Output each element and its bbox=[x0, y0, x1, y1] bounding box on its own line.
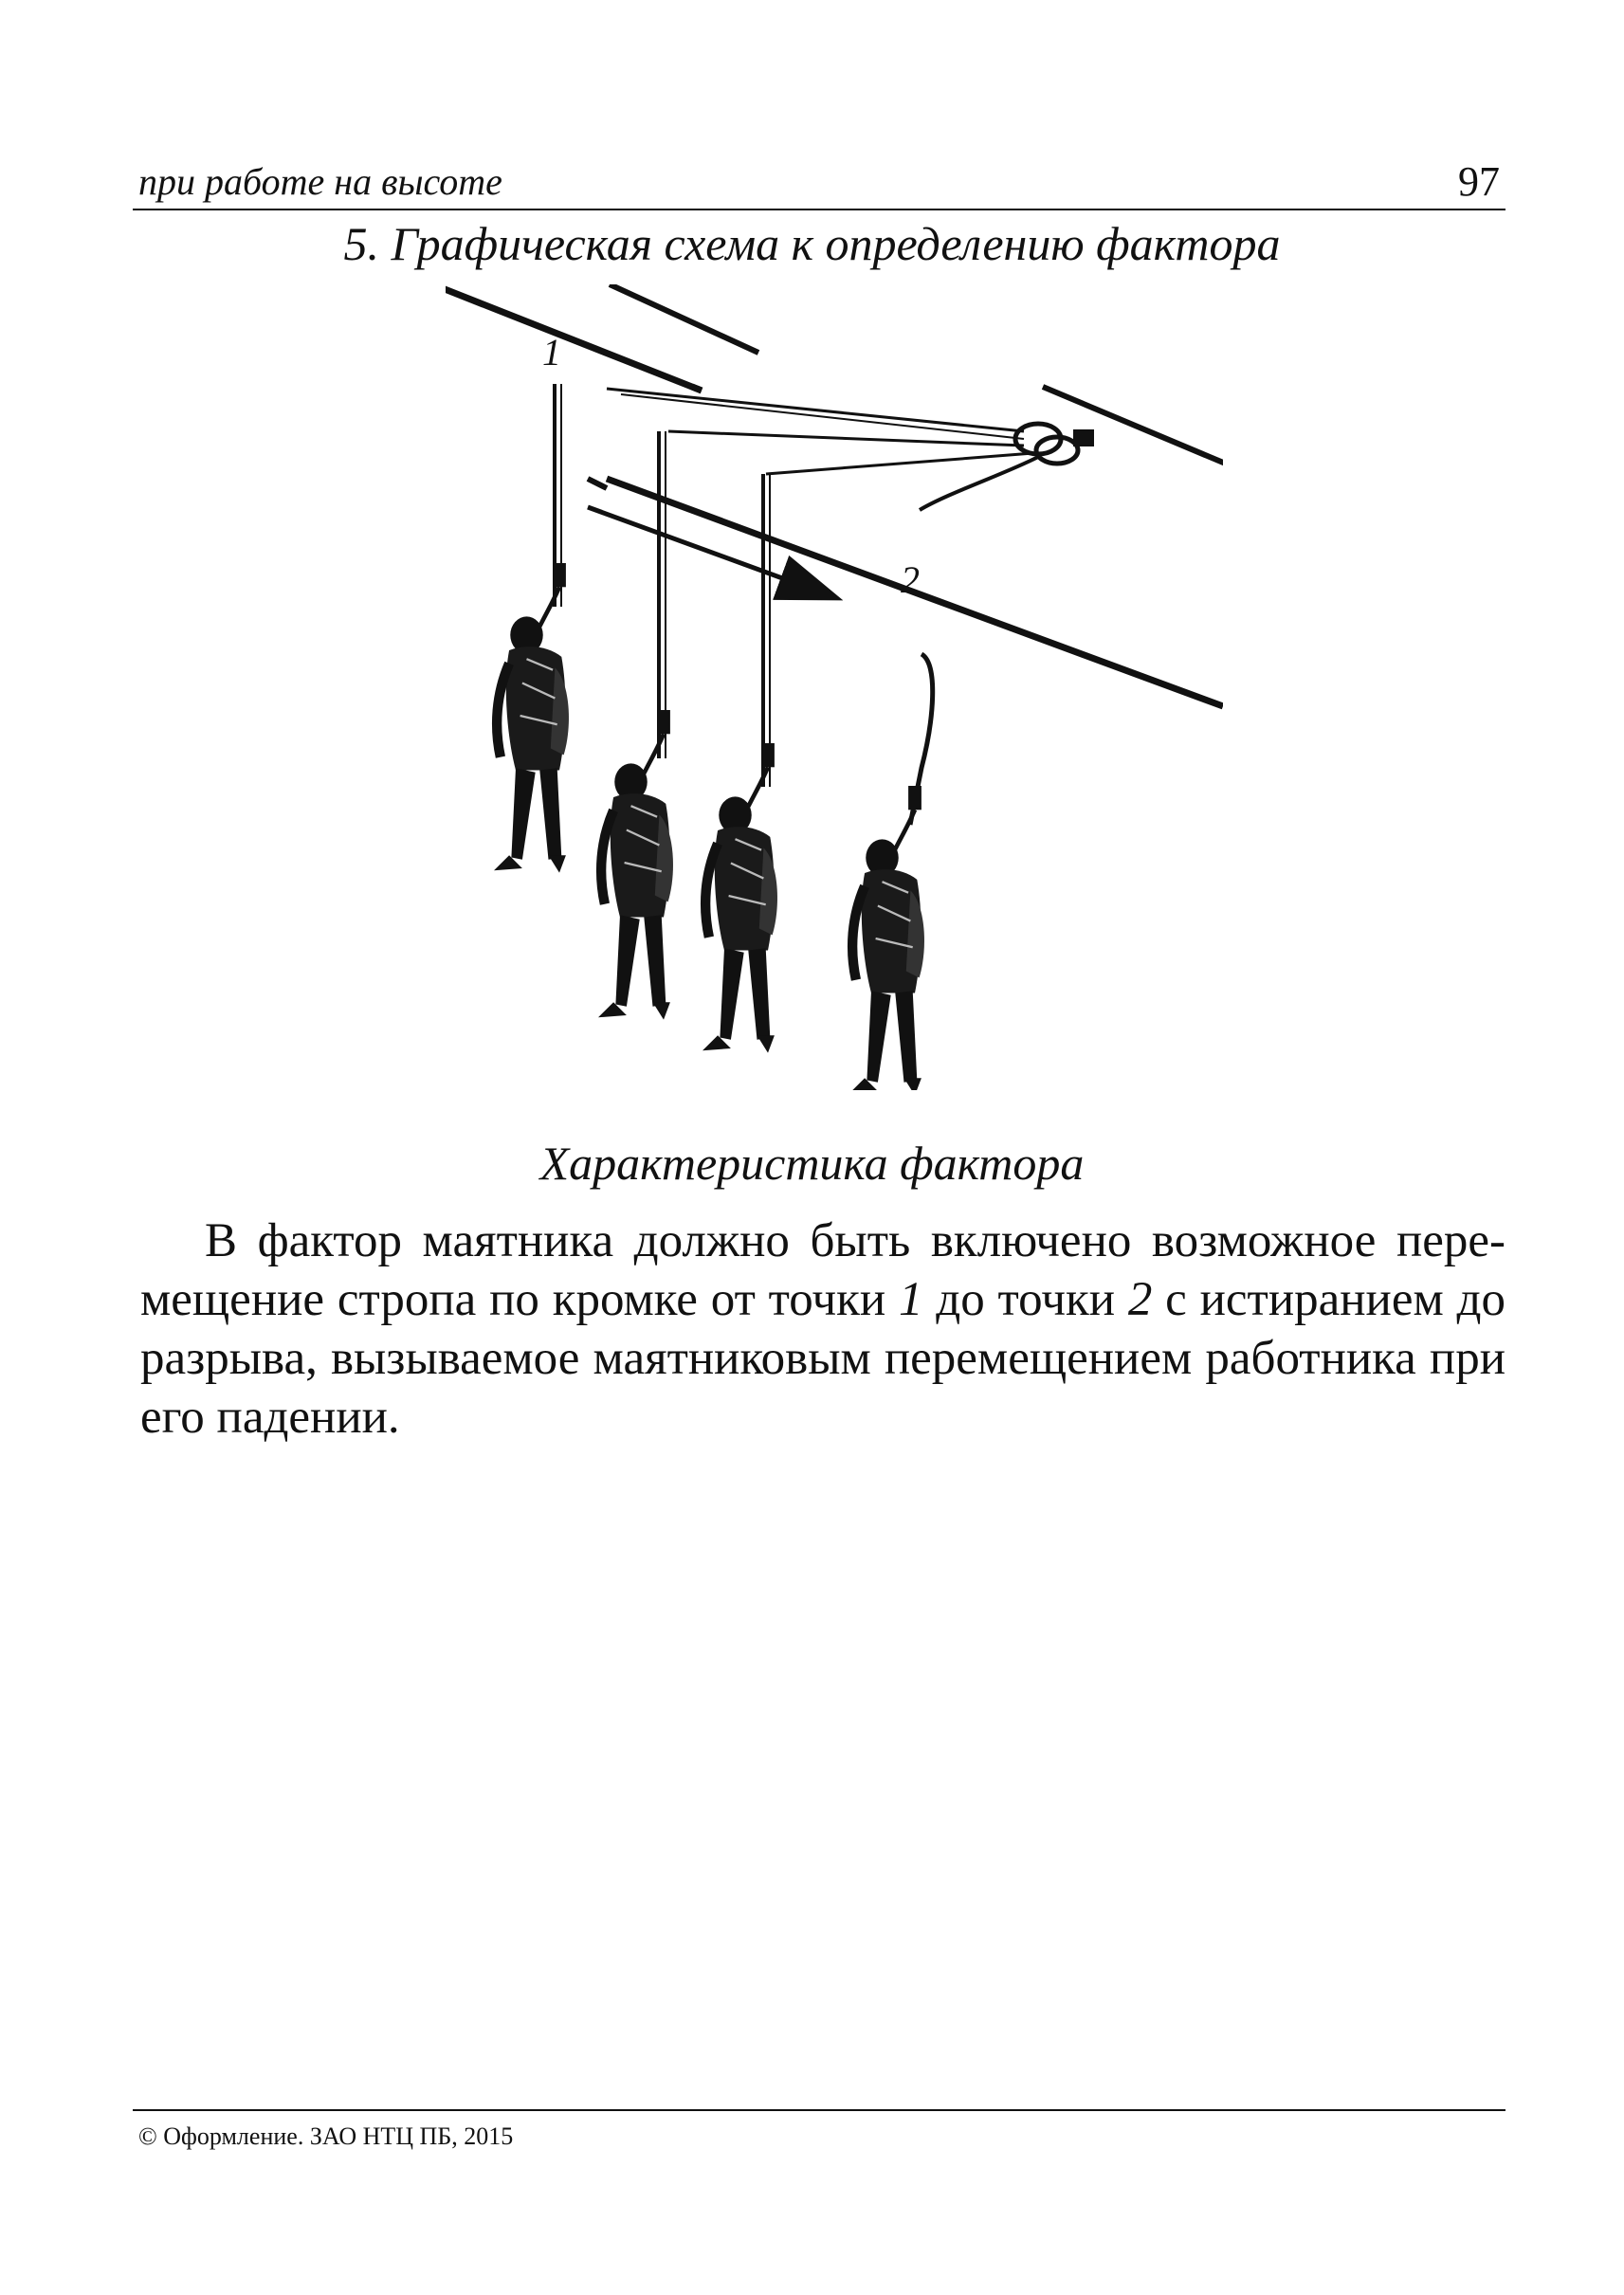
worker-4 bbox=[849, 786, 924, 1090]
page-number: 97 bbox=[1458, 158, 1500, 205]
worker-2 bbox=[598, 710, 673, 1020]
body-line-2: мещение стропа по кромке от точки 1 до точки 2 с истиранием до bbox=[140, 1273, 1505, 1326]
upper-edge-bar bbox=[610, 284, 758, 353]
running-title: при работе на высоте bbox=[138, 160, 502, 203]
body-line-4: его падении. bbox=[140, 1391, 400, 1444]
roof-edge-line-lower bbox=[692, 387, 702, 391]
figure-title: 5. Графическая схема к определению фактора bbox=[343, 217, 1281, 270]
roof-edge-line bbox=[446, 284, 702, 391]
section-heading: Характеристика фактора bbox=[539, 1137, 1085, 1190]
worker-1 bbox=[494, 563, 569, 873]
body-paragraph bbox=[140, 1211, 1505, 1447]
body-line-1: В фактор маятника должно быть включено возможное пере- bbox=[205, 1214, 1505, 1267]
worker-3 bbox=[703, 743, 777, 1053]
page-header bbox=[133, 150, 1505, 210]
pendulum-factor-diagram bbox=[446, 284, 1223, 1090]
point-1-label: 1 bbox=[542, 331, 561, 373]
copyright-notice: © Оформление. ЗАО НТЦ ПБ, 2015 bbox=[138, 2122, 514, 2150]
page-footer bbox=[133, 2109, 1505, 2150]
body-line-3: разрыва, вызываемое маятниковым перемещением работника при bbox=[140, 1332, 1505, 1385]
point-2-ref: 2 bbox=[1127, 1273, 1153, 1326]
point-2-label: 2 bbox=[901, 558, 920, 601]
point-1-ref: 1 bbox=[898, 1273, 923, 1326]
